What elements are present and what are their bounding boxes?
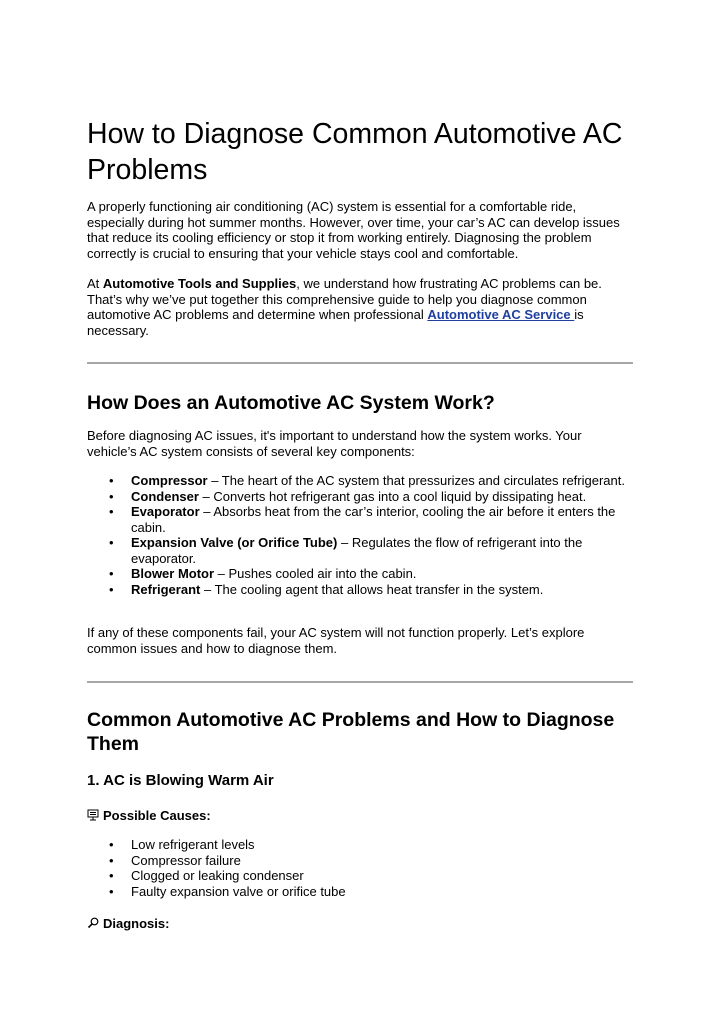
brand-name: Automotive Tools and Supplies [102, 276, 297, 291]
section-divider [87, 362, 633, 364]
component-description: – The cooling agent that allows heat transfer in the system. [200, 581, 544, 597]
causes-list [87, 837, 633, 899]
list-item: • Low refrigerant levels [131, 837, 633, 853]
list-item [131, 504, 633, 535]
section-heading: Common Automotive AC Problems and How to Diagnose Them [87, 709, 615, 755]
problem-1 [87, 772, 633, 790]
list-item [131, 535, 633, 566]
component-term: Expansion Valve (or Orifice Tube) [131, 535, 338, 550]
warning-sign-icon [87, 808, 99, 824]
list-item [131, 566, 633, 582]
section-how-ac-works [87, 391, 633, 415]
list-item: • Faulty expansion valve or orifice tube [131, 884, 633, 900]
component-term: Condenser [131, 488, 199, 504]
component-term: Blower Motor [131, 566, 215, 581]
automotive-ac-service-link[interactable]: Automotive AC Service [427, 307, 575, 322]
component-term: Evaporator [131, 504, 200, 519]
section-common-problems [87, 708, 633, 756]
section-divider [87, 681, 633, 683]
component-description: – Regulates the flow of refrigerant into the evaporator. [131, 535, 583, 566]
section1-lead-paragraph: Before diagnosing AC issues, it's important to understand how the system works. Your vehicle’s AC system consists of several key components: [87, 428, 582, 459]
page-title: How to Diagnose Common Automotive AC Problems [87, 118, 623, 186]
list-item: • Compressor failure [131, 853, 633, 869]
section-heading: How Does an Automotive AC System Work? [87, 392, 495, 414]
component-description: – Pushes cooled air into the cabin. [214, 566, 417, 581]
possible-causes-label: Possible Causes: [87, 808, 633, 824]
list-item: • Clogged or leaking condenser [131, 868, 633, 884]
intro-paragraph-2: At Automotive Tools and Supplies, we understand how frustrating AC problems can be. That’s why we’ve put together this comprehensive guide to help you diagnose common automotive AC problems and determine when professional Automotive AC Service is necessary. [87, 276, 602, 338]
component-description: – The heart of the AC system that pressurizes and circulates refrigerant. [207, 473, 625, 488]
component-description: – Converts hot refrigerant gas into a cool liquid by dissipating heat. [198, 488, 587, 504]
magnifier-icon [87, 916, 99, 932]
component-list [87, 473, 633, 597]
list-item [131, 582, 633, 598]
problem-heading: 1. AC is Blowing Warm Air [87, 772, 274, 789]
list-item [131, 473, 633, 489]
diagnosis-label: Diagnosis: [87, 916, 633, 932]
list-item [131, 489, 633, 505]
section1-closing-paragraph: If any of these components fail, your AC system will not function properly. Let’s explore common issues and how to diagnose them. [87, 625, 585, 656]
intro-paragraph-1: A properly functioning air conditioning (AC) system is essential for a comfortable ride, especially during hot summer months. However, over time, your car’s AC can develop issues that reduce its cooling efficiency or stop it from working entirely. Diagnosing the problem correctly is crucial to ensuring that your vehicle stays cool and comfortable. [87, 199, 620, 261]
component-term: Refrigerant [131, 581, 201, 597]
component-description: – Absorbs heat from the car’s interior, cooling the air before it enters the cabin. [131, 504, 616, 535]
component-term: Compressor [131, 473, 208, 488]
